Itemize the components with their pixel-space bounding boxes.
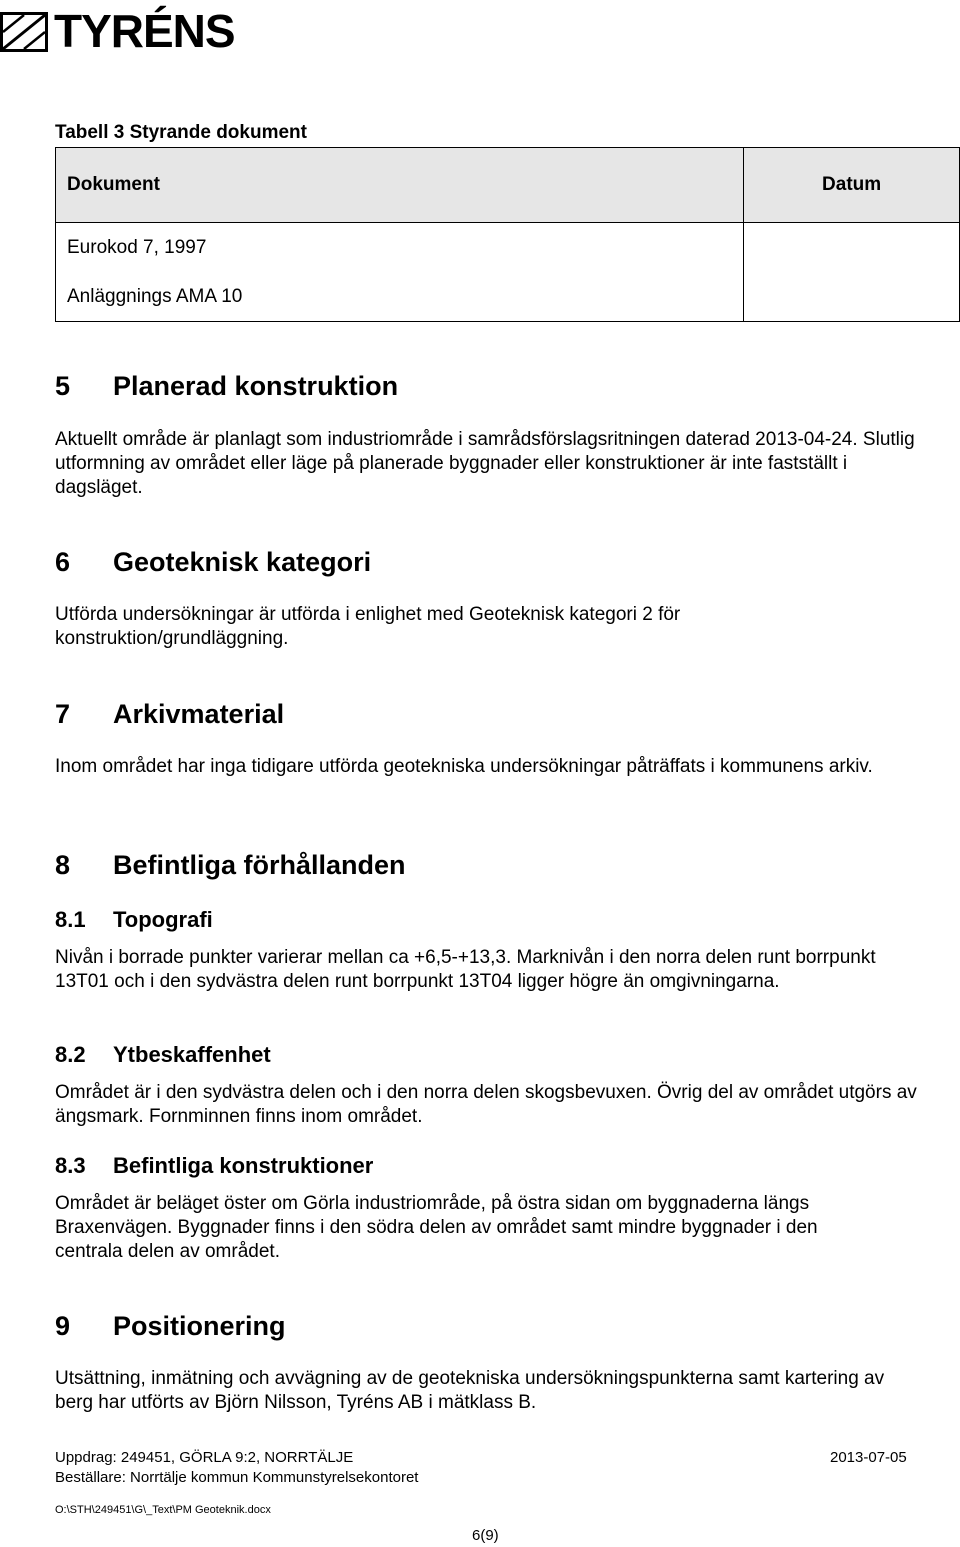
subsection-heading-8-1: 8.1 Topografi bbox=[55, 907, 213, 932]
column-header-document: Dokument bbox=[56, 148, 744, 223]
footer-date: 2013-07-05 bbox=[830, 1449, 907, 1466]
table-header-row bbox=[56, 148, 960, 223]
date-cell bbox=[744, 223, 960, 322]
section-body-7: Inom området har inga tidigare utförda geotekniska undersökningar påträffats i kommunens arkiv. bbox=[55, 756, 873, 777]
document-entry: Eurokod 7, 1997 bbox=[67, 236, 207, 258]
section-heading-5: 5 Planerad konstruktion bbox=[55, 371, 399, 401]
section-body-6: Utförda undersökningar är utförda i enlighet med Geoteknisk kategori 2 för konstruktion/grundläggning. bbox=[55, 604, 681, 649]
company-logo bbox=[0, 4, 245, 57]
section-heading-8: 8 Befintliga förhållanden bbox=[55, 850, 406, 880]
section-body-9: Utsättning, inmätning och avvägning av de geotekniska undersökningspunkterna samt kartering av berg har utförts av Björn Nilsson, Tyréns AB i mätklass B. bbox=[55, 1368, 885, 1413]
governing-documents-table bbox=[55, 147, 960, 322]
subsection-body-8-1: Nivån i borrade punkter varierar mellan ca +6,5-+13,3. Marknivån i den norra delen runt borrpunkt 13T01 och i den sydvästra delen runt borrpunkt 13T04 ligger högre än omgivningarna. bbox=[55, 947, 876, 992]
section-heading-7: 7 Arkivmaterial bbox=[55, 699, 285, 729]
logo-wordmark: TYRÉNS bbox=[54, 5, 235, 57]
page-number: 6(9) bbox=[472, 1527, 499, 1544]
column-header-date: Datum bbox=[744, 148, 960, 223]
table-caption: Tabell 3 Styrande dokument bbox=[55, 122, 307, 143]
section-body-5: Aktuellt område är planlagt som industriområde i samrådsförslagsritningen daterad 2013-04-24. Slutlig utformning av området eller läge på planerade byggnader eller konstruktioner är inte fastställt i dagsläget. bbox=[55, 429, 915, 498]
subsection-heading-8-3: 8.3 Befintliga konstruktioner bbox=[55, 1153, 374, 1178]
subsection-heading-8-2: 8.2 Ytbeskaffenhet bbox=[55, 1042, 271, 1067]
footer-file-path: O:\STH\249451\G\_Text\PM Geoteknik.docx bbox=[55, 1504, 271, 1516]
table-row bbox=[56, 223, 960, 322]
subsection-body-8-3: Området är beläget öster om Görla industriområde, på östra sidan om byggnaderna längs Braxenvägen. Byggnader finns i den södra delen av området samt mindre byggnader i den centrala delen av området. bbox=[55, 1193, 818, 1262]
document-cell bbox=[56, 223, 744, 322]
section-heading-6: 6 Geoteknisk kategori bbox=[55, 547, 372, 577]
document-entry: Anläggnings AMA 10 bbox=[67, 285, 243, 307]
section-heading-9: 9 Positionering bbox=[55, 1311, 286, 1341]
footer-client: Beställare: Norrtälje kommun Kommunstyrelsekontoret bbox=[55, 1469, 419, 1486]
footer-assignment: Uppdrag: 249451, GÖRLA 9:2, NORRTÄLJE bbox=[55, 1449, 354, 1466]
logo-mark-icon bbox=[0, 12, 48, 52]
subsection-body-8-2: Området är i den sydvästra delen och i den norra delen skogsbevuxen. Övrig del av området utgörs av ängsmark. Fornminnen finns inom området. bbox=[55, 1082, 917, 1127]
